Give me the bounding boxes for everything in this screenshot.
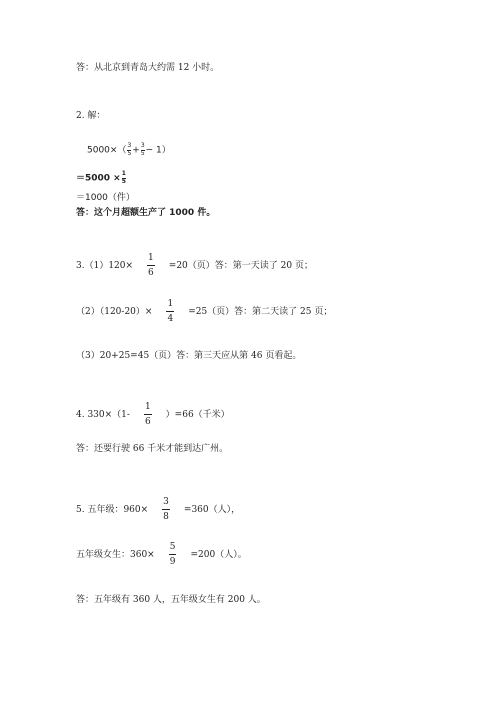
q2-result: ＝1000（件） [76, 193, 135, 203]
q3-part2-fraction [166, 298, 174, 325]
q3-part1-fraction-den: 6 [148, 268, 154, 278]
q2-fraction-2 [141, 143, 145, 157]
q3-part2-after: =25（页）答：第二天读了 25 页； [188, 307, 333, 317]
q2-fraction-1 [127, 143, 131, 157]
q5-line1-fraction-den: 8 [163, 512, 169, 522]
q5-line2-before: 五年级女生：360× [76, 550, 155, 560]
q3-part2-before: （2）（120-20）× [76, 307, 153, 317]
q2-step-start: ＝5000 × [76, 173, 121, 184]
q2-expr-end: − 1） [145, 145, 171, 156]
q2-fraction-2-num: 3 [140, 142, 145, 149]
q5-line1-fraction-num: 3 [163, 497, 169, 507]
q4-equation [76, 401, 230, 428]
q3-part3: （3）20+25=45（页）答：第三天应从第 46 页看起。 [76, 351, 302, 361]
q3-part1-after: =20（页）答：第一天读了 20 页； [168, 261, 313, 271]
q5-line2 [76, 541, 247, 568]
q1-answer: 答：从北京到青岛大约需 12 小时。 [76, 63, 220, 73]
q2-heading: 2. 解： [76, 111, 106, 121]
q4-answer: 答：还要行驶 66 千米才能到达广州。 [76, 444, 229, 454]
q2-fraction-1-den: 5 [127, 150, 132, 157]
q3-part1-fraction-num: 1 [148, 253, 154, 263]
q5-line1 [76, 496, 240, 523]
q3-part1 [76, 252, 313, 279]
q3-part1-fraction [147, 252, 155, 279]
q4-fraction [144, 401, 152, 428]
q2-expr-start: 5000×（ [87, 145, 127, 156]
q5-line1-fraction [162, 496, 170, 523]
q2-fraction-2-den: 5 [140, 150, 145, 157]
q4-after: ）=66（千米） [165, 410, 230, 420]
q5-line1-before: 5. 五年级：960× [76, 505, 149, 515]
q2-expression-line [87, 143, 171, 157]
q3-part2 [76, 298, 332, 325]
q3-part2-fraction-num: 1 [167, 299, 174, 309]
q5-line2-after: =200（人）。 [190, 550, 247, 560]
q2-answer: 答：这个月超额生产了 1000 件。 [76, 208, 216, 218]
q2-step-line [76, 171, 127, 185]
q3-part2-fraction-den: 4 [167, 314, 174, 324]
q5-line2-fraction [169, 541, 177, 568]
q2-step-fraction-den: 5 [121, 178, 126, 185]
q4-fraction-num: 1 [144, 402, 151, 412]
q5-line1-after: =360（人）， [183, 505, 241, 515]
q2-fraction-1-num: 3 [127, 142, 132, 149]
q3-part1-before: 3.（1）120× [76, 261, 134, 271]
q2-step-fraction [122, 171, 126, 185]
q5-answer: 答：五年级有 360 人，五年级女生有 200 人。 [76, 595, 266, 605]
q2-plus: + [132, 145, 140, 156]
q2-step-fraction-num: 1 [121, 170, 126, 177]
q4-before: 4. 330×（1- [76, 410, 130, 420]
q5-line2-fraction-num: 5 [169, 542, 176, 552]
q4-fraction-den: 6 [144, 417, 151, 427]
q5-line2-fraction-den: 9 [169, 557, 176, 567]
